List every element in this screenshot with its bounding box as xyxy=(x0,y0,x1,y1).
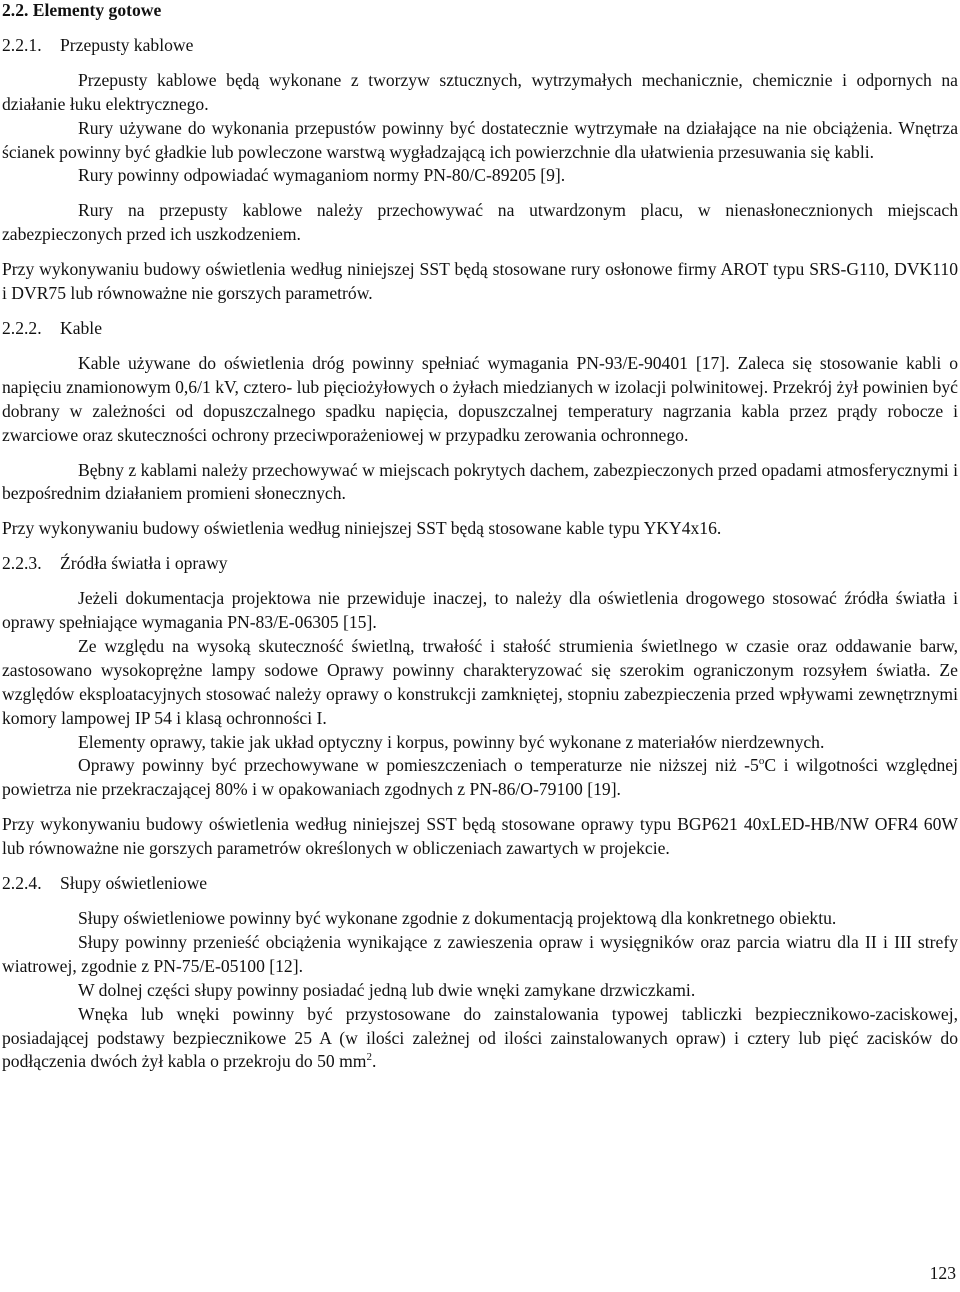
paragraph: Kable używane do oświetlenia dróg powinny spełniać wymagania PN-93/E-90401 [17]. Zaleca się stosowanie kabli o napięciu znamionowym 0,6/1 kV, cztero- lub pięciożyłowych o żyłach miedzianych w izolacji polwinitowej. Przekrój żył powinien być dobrany w zależności od dopuszczalnego spadku napięcia, dopuszczalnej temperatury nagrzania kabla przez prądy robocze i zwarciowe oraz skuteczności ochrony przeciwporażeniowej w przypadku zerowania ochronnego. xyxy=(2,352,958,445)
paragraph: Ze względu na wysoką skuteczność świetlną, trwałość i stałość strumienia świetlnego w czasie oraz oddawanie barw, zastosowano wysokoprężne lampy sodowe Oprawy powinny charakteryzować się szerokim ograniczonym rozsyłem światła. Ze względów eksploatacyjnych stosować należy oprawy o konstrukcji zamkniętej, stopniu zabezpieczenia przed wpływami zewnętrznymi komory lampowej IP 54 i klasą ochronności I. xyxy=(2,635,958,728)
paragraph: Przepusty kablowe będą wykonane z tworzyw sztucznych, wytrzymałych mechanicznie, chemicznie i odpornych na działanie łuku elektrycznego. xyxy=(2,69,958,114)
paragraph: Jeżeli dokumentacja projektowa nie przewiduje inaczej, to należy dla oświetlenia drogowego stosować źródła światła i oprawy spełniające wymagania PN-83/E-06305 [15]. xyxy=(2,588,958,633)
subsection-heading-2-2-1 xyxy=(2,34,958,58)
paragraph: Elementy oprawy, takie jak układ optyczny i korpus, powinny być wykonane z materiałów nierdzewnych. xyxy=(78,731,825,752)
paragraph: Przy wykonywaniu budowy oświetlenia według niniejszej SST będą stosowane oprawy typu BGP621 40xLED-HB/NW OFR4 60W lub równoważne nie gorszych parametrów określonych w obliczeniach zawartych w projekcie. xyxy=(2,814,958,859)
section-number: 2.2. xyxy=(2,0,29,20)
squared-superscript: 2 xyxy=(366,1051,372,1064)
paragraph: Przy wykonywaniu budowy oświetlenia według niniejszej SST będą stosowane kable typu YKY4x16. xyxy=(2,518,722,539)
subsection-number: 2.2.3. xyxy=(2,553,42,574)
paragraph: Rury powinny odpowiadać wymaganiom normy PN-80/C-89205 [9]. xyxy=(78,165,566,186)
text-run: Wnęka lub wnęki powinny być przystosowane do zainstalowania typowej tabliczki bezpiecznikowo-zaciskowej, posiadającej podstawy bezpiecznikowe 25 A (w ilości zależnej od ilości zainstalowanych opraw) i cztery lub pięć zacisków do podłączenia dwóch żył kabla o przekroju do 50 mm xyxy=(2,1003,958,1072)
subsection-title: Źródła światła i oprawy xyxy=(60,553,228,574)
section-heading xyxy=(2,0,958,23)
subsection-heading-2-2-2 xyxy=(2,317,958,341)
text-run: Oprawy powinny być przechowywane w pomieszczeniach o temperaturze nie niższej niż -5 xyxy=(78,755,759,776)
paragraph: W dolnej części słupy powinny posiadać jedną lub dwie wnęki zamykane drzwiczkami. xyxy=(78,979,696,1000)
paragraph: Bębny z kablami należy przechowywać w miejscach pokrytych dachem, zabezpieczonych przed opadami atmosferycznymi i bezpośrednim działaniem promieni słonecznych. xyxy=(2,459,958,504)
paragraph: Rury na przepusty kablowe należy przechowywać na utwardzonym placu, w nienasłonecznionych miejscach zabezpieczonych przed ich uszkodzeniem. xyxy=(2,200,958,245)
text-run: . xyxy=(371,1051,377,1072)
text-run: C i wilgotności względnej powietrza nie przekraczającej 80% i w opakowaniach zgodnych z PN-86/O-79100 [19]. xyxy=(2,755,958,800)
subsection-title: Słupy oświetleniowe xyxy=(60,873,208,894)
subsection-title: Kable xyxy=(60,317,103,338)
subsection-number: 2.2.2. xyxy=(2,317,42,338)
subsection-heading-2-2-4 xyxy=(2,872,958,896)
paragraph: Słupy oświetleniowe powinny być wykonane zgodnie z dokumentacją projektową dla konkretnego obiektu. xyxy=(78,908,837,928)
document-page xyxy=(2,0,958,1074)
paragraph xyxy=(2,1003,958,1075)
paragraph: Przy wykonywaniu budowy oświetlenia według niniejszej SST będą stosowane rury osłonowe firmy AROT typu SRS-G110, DVK110 i DVR75 lub równoważne nie gorszych parametrów. xyxy=(2,259,958,304)
subsection-number: 2.2.1. xyxy=(2,34,42,55)
subsection-title: Przepusty kablowe xyxy=(60,34,194,55)
subsection-number: 2.2.4. xyxy=(2,873,42,894)
page-number: 123 xyxy=(929,1263,956,1283)
subsection-heading-2-2-3 xyxy=(2,552,958,576)
paragraph: Słupy powinny przenieść obciążenia wynikające z zawieszenia opraw i wysięgników oraz parcia wiatru dla II i III strefy wiatrowej, zgodnie z PN-75/E-05100 [12]. xyxy=(2,931,958,976)
degree-superscript: o xyxy=(758,755,765,768)
paragraph xyxy=(2,754,958,802)
section-title: Elementy gotowe xyxy=(32,0,162,20)
paragraph: Rury używane do wykonania przepustów powinny być dostatecznie wytrzymałe na działające na nie obciążenia. Wnętrza ścianek powinny być gładkie lub powleczone warstwą wygładzającą ich powierzchnie dla ułatwienia przesuwania się kabli. xyxy=(2,117,958,162)
